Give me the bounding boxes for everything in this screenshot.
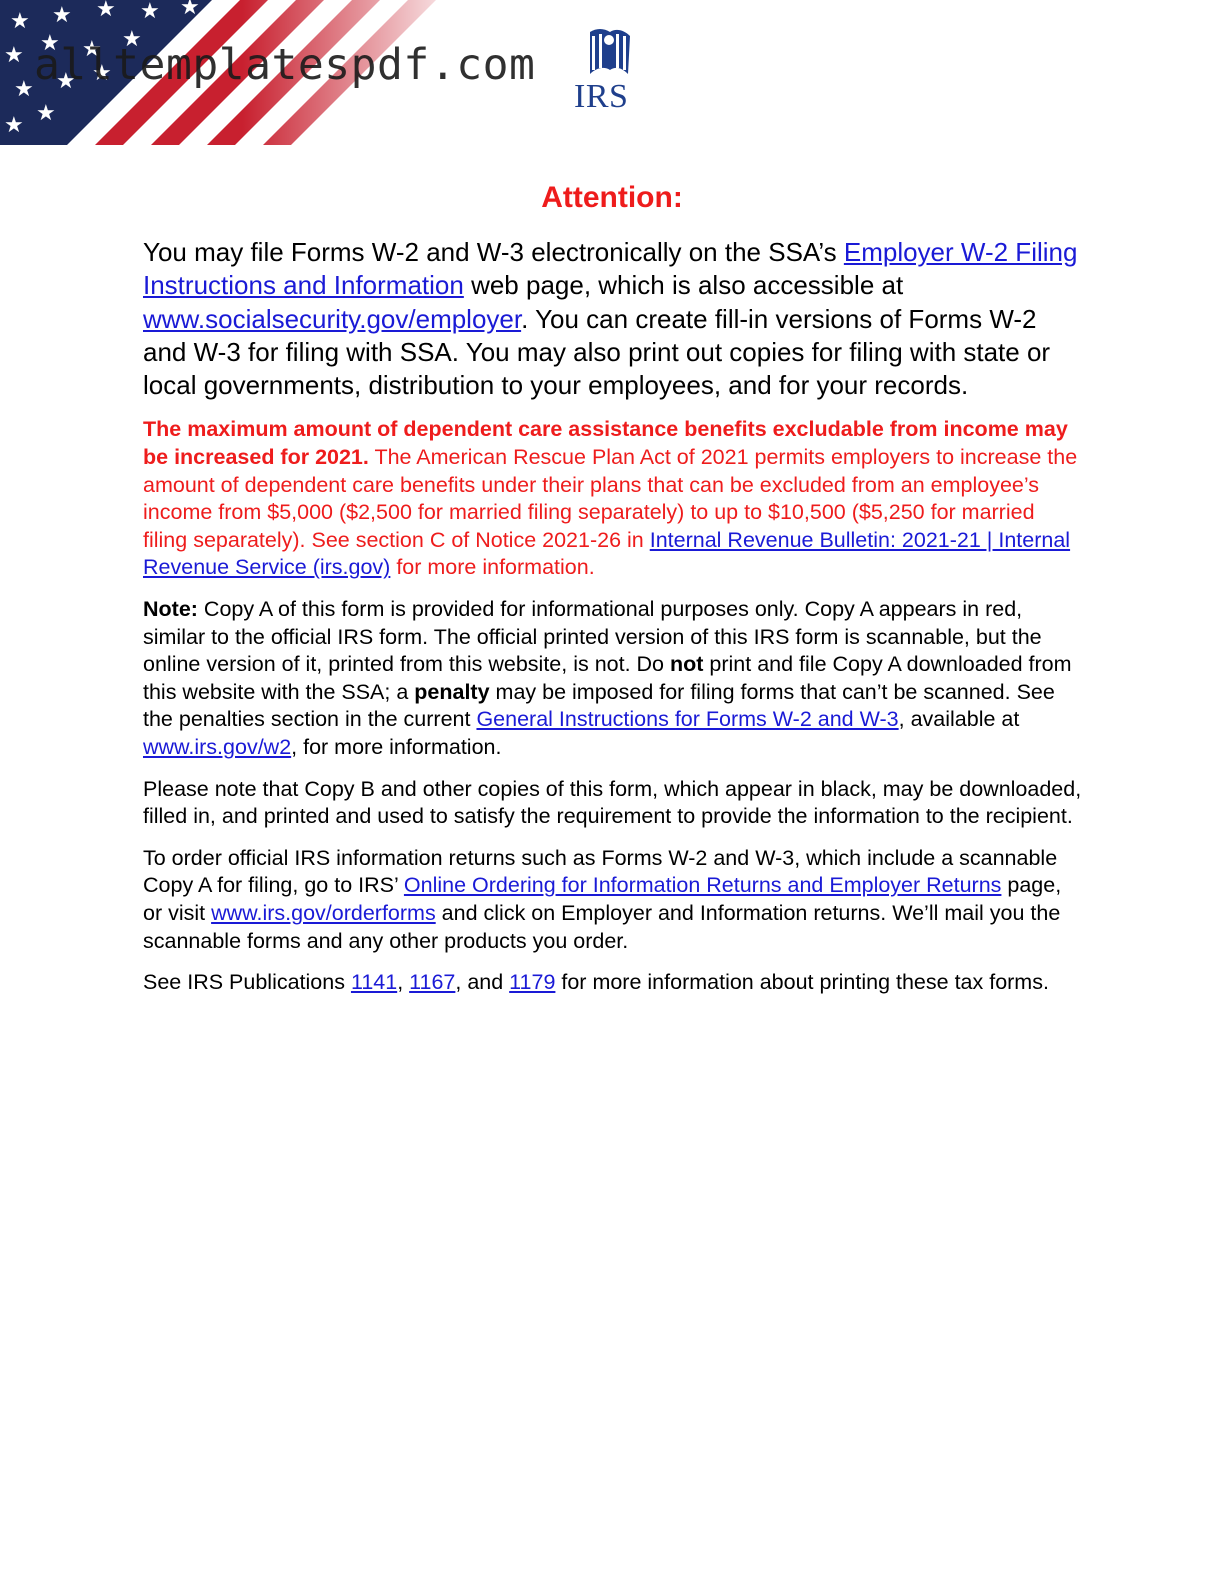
order-paragraph: To order official IRS information returns such as Forms W-2 and W-3, which include a scannable Copy A for filing, go to IRS’ Online Ordering for Information Returns and Employer Returns page, or visit www.irs.gov/orderforms and click on Employer and Information returns. We’ll mail you the scannable forms and any other products you order. [143,845,1062,953]
publication-1179-link[interactable]: 1179 [509,970,556,995]
irs-logo-text: IRS [574,78,629,115]
copy-b-paragraph: Please note that Copy B and other copies of this form, which appear in black, may be downloaded, filled in, and printed and used to satisfy the requirement to provide the information to the recipient. [143,776,1082,829]
attention-heading: Attention: [541,181,683,214]
irs-w2-link[interactable]: www.irs.gov/w2 [143,735,292,760]
publication-1167-link[interactable]: 1167 [409,970,456,995]
dependent-care-paragraph: The maximum amount of dependent care assistance benefits excludable from income may be increased for 2021. The American Rescue Plan Act of 2021 permits employers to increase the amount of dependent care benefits under their plans that can be excluded from an employee’s income from $5,000 ($2,500 for married filing separately) to up to $10,500 ($5,250 for married filing separately). See section C of Notice 2021-26 in Internal Revenue Bulletin: 2021-21 | Internal Revenue Service (irs.gov) for more information. [143,417,1078,580]
irs-orderforms-link[interactable]: www.irs.gov/orderforms [211,900,436,925]
publication-1141-link[interactable]: 1141 [350,970,398,995]
irb-2021-21-link[interactable]: Internal Revenue Bulletin: 2021-21 | Internal Revenue Service (irs.gov) [143,527,1071,580]
notice-body [143,236,1083,1011]
online-ordering-link[interactable]: Online Ordering for Information Returns and Employer Returns [403,873,1002,898]
general-instructions-link[interactable]: General Instructions for Forms W-2 and W-3 [476,707,899,732]
note-paragraph: Note: Copy A of this form is provided for informational purposes only. Copy A appears in red, similar to the official IRS form. The official printed version of this IRS form is scannable, but the online version of it, printed from this website, is not. Do not print and file Copy A downloaded from this website with the SSA; a penalty may be imposed for filing forms that can’t be scanned. See the penalties section in the current General Instructions for Forms W-2 and W-3, available at www.irs.gov/w2, for more information. [143,597,1072,760]
socialsecurity-employer-link[interactable]: www.socialsecurity.gov/employer [143,303,522,334]
watermark-text: alltemplatespdf.com [34,40,536,90]
publications-paragraph: See IRS Publications 1141, 1167, and 1179 for more information about printing these tax forms. [143,970,1049,995]
employer-w2-filing-link[interactable]: Employer W-2 Filing Instructions and Information [143,237,1078,301]
intro-paragraph: You may file Forms W-2 and W-3 electronically on the SSA’s Employer W-2 Filing Instructions and Information web page, which is also accessible at www.socialsecurity.gov/employer. You can create fill-in versions of Forms W-2 and W-3 for filing with SSA. You may also print out copies for filing with state or local governments, distribution to your employees, and for your records. [143,237,1078,401]
